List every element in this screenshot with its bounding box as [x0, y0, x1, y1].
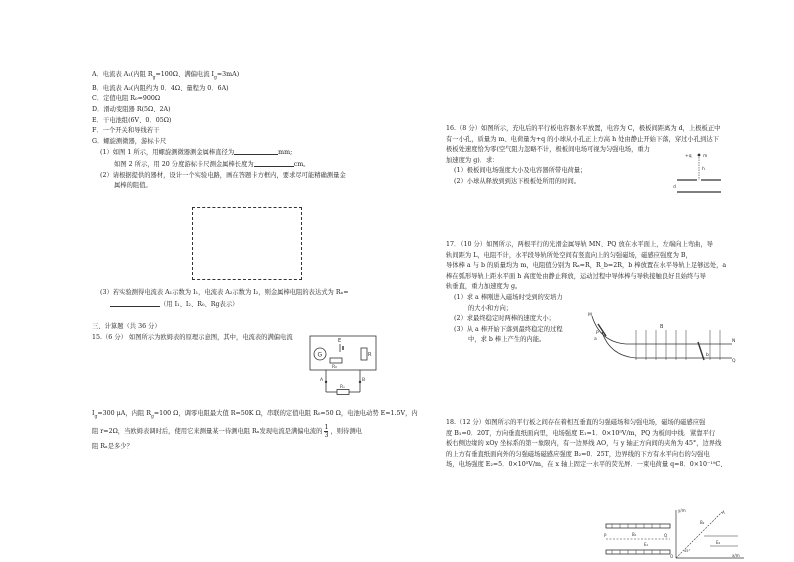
- question-15-line-d: 阻 r=2Ω，当欧姆表调时后，使用它来测量某一待测电阻 Rₓ发现电流是满偏电流的 $\frac{1}{3}$ ，则待测电: [92, 424, 362, 440]
- question-1-part-b: 如图 2 所示，用 20 分度游标卡尺测金属棒长度为 cm。: [114, 161, 310, 168]
- rod-b: [698, 342, 704, 360]
- field-b-label: B: [660, 324, 664, 330]
- answer-blank[interactable]: [110, 299, 160, 307]
- origin-label: O: [670, 554, 674, 559]
- resistor-label: R: [368, 352, 372, 358]
- rail-q-label: Q: [732, 359, 736, 364]
- fixed-resistor: [330, 358, 342, 363]
- question-18-line-c: 板右侧边缘的 xOy 坐标系的第一象限内，有一边界线 AO，与 y 轴正方向间的夹角为 45°，边界线: [446, 440, 722, 448]
- galvanometer-label: G: [317, 351, 323, 359]
- rail-m-label: M: [588, 313, 592, 318]
- field-e2-arrows: [704, 536, 738, 546]
- question-17-part-2: (2）求最终稳定时两棒的速度大小；: [454, 315, 555, 323]
- question-17-part-3a: (3）从 a 棒开始下落到最终稳定的过程: [454, 325, 563, 333]
- x-axis-label: x/m: [732, 553, 740, 558]
- equipment-a: A．电流表 A₁(内阻 $R_g=100\Omega$、满偏电流 $I_g=3mA$): [92, 71, 240, 81]
- answer-blank[interactable]: [234, 147, 278, 155]
- equipment-c: C．定值电阻 R₀=900Ω: [92, 95, 161, 103]
- field-diagram: [604, 506, 746, 560]
- capacitor-diagram: [673, 150, 723, 196]
- angle-label: 45°: [684, 549, 691, 553]
- question-15-line-c: $I_g=300$ μA，内阻 $R_g=100$ Ω，调零电阻最大值 R=50K Ω，串联的定值电阻 R₀=50 Ω，电池电动势 E=1.5V，内: [92, 410, 418, 420]
- unknown-resistor-label: Rₓ: [340, 385, 346, 390]
- question-16-part-1: (1）极板间电场强度大小及电容器所带电荷量；: [454, 167, 587, 175]
- question-2-line-b: 属棒的阻值。: [114, 182, 152, 190]
- question-18: [446, 418, 746, 471]
- rail-p-label: P: [596, 331, 599, 336]
- ohmmeter-diagram: [304, 334, 380, 398]
- distance-label: d: [673, 185, 676, 190]
- question-15-body: [92, 408, 418, 453]
- question-2-line-a: (2）请根据提供的器材，设计一个实验电路，画在答题卡方框内，要求尽可能精确测量金: [100, 171, 346, 179]
- equipment-b: B．电流表 A₂(内阻约为 0．4Ω、量程为 0．6A): [92, 84, 229, 92]
- boundary-ao: [676, 512, 722, 558]
- height-label: h: [702, 167, 705, 172]
- question-17-line-b: 轨间距为 L，电阻不计，水平段导轨所处空间有竖直向上的匀强磁场，磁感应强度为 B，: [446, 251, 692, 259]
- unknown-resistor: [337, 390, 349, 395]
- equipment-f: F．一个开关和导线若干: [92, 127, 160, 135]
- equipment-d: D．滑动变阻器 R(5Ω、2A): [92, 106, 171, 114]
- question-15-line-e: 阻 Rₓ是多少？: [92, 443, 133, 451]
- question-16-line-a: 16.（8 分）如图所示，充电后的平行板电容器水平放置，电容为 C，极板间距离为 d，上极板正中: [446, 125, 721, 132]
- rail-mn: [592, 316, 732, 344]
- question-18-line-d: 的上方有垂直纸面向外的匀强磁场磁感应强度 B₂=0．25T，边界线的下方有水平向右的匀强电: [446, 450, 710, 458]
- rail-n-label: N: [732, 339, 736, 344]
- ball-symbol: [698, 154, 701, 157]
- question-3-line-a: (3）若实验测得电流表 A₁示数为 I₁，电流表 A₂示数为 I₂，则金属棒电阻的表达式为 Rₓ=: [100, 289, 349, 296]
- rail-pq: [602, 332, 732, 358]
- section-heading: 三、计算题（共 36 分）: [92, 323, 161, 330]
- question-17-part-1b: 的大小和方向；: [468, 304, 513, 312]
- question-17-part-1a: (1）求 a 棒刚进入磁场时受到的安培力: [454, 293, 563, 301]
- question-17-part-3b: 中，求 b 棒上产生的内能。: [468, 336, 546, 344]
- e2-label: E₂: [716, 540, 721, 545]
- charge-label: +q: [685, 154, 692, 159]
- e1-label: E₁: [644, 542, 649, 547]
- question-15-line-a: 15.（6 分） 如图所示为欧姆表的原理示意图，其中，电流表的满偏电流: [92, 333, 293, 341]
- equipment-e: E．干电池组(6V、0．05Ω): [92, 116, 172, 124]
- left-column: [92, 70, 388, 192]
- question-17-line-c: 导体棒 a 与 b 的质量均为 m，电阻值分别为 Rₐ=R，R_b=2R，b 棒放置在水平导轨上足够远处，a: [446, 262, 727, 270]
- question-16-line-c: 极板处速度恰为零(空气阻力忽略不计，极板间电场可视为匀强电场，重力: [446, 146, 650, 154]
- battery-label: E: [338, 338, 342, 344]
- b1-label: B₁: [632, 532, 637, 537]
- question-1-part-a: (1）如图 1 所示，用螺旋测微器测金属棒直径为 mm;: [100, 149, 293, 157]
- mass-label: m: [703, 154, 708, 159]
- question-17-line-d: 棒在弧形导轨上距水平面 h 高度处由静止释放，运动过程中导体棒与导轨接触良好且始终与导: [446, 272, 706, 280]
- point-q-label: Q: [664, 533, 668, 538]
- answer-drawing-box[interactable]: [192, 207, 302, 280]
- b2-label: B₂: [700, 520, 705, 525]
- question-18-line-e: 场，电场强度 E₂=5．0×10⁵V/m，在 x 轴上固定一水平的荧光屏．一束电荷量 q=8．0×10⁻¹⁹C、: [446, 461, 727, 469]
- question-17-line-e: 轨垂直，重力加速度为 g。: [446, 283, 522, 291]
- rail-diagram: [586, 310, 736, 364]
- question-18-line-b: 度 B₁=0．20T，方向垂直纸面向里，电场强度 E₁=1．0×10⁵V/m，PQ 为板间中线．紧靠平行: [446, 429, 716, 437]
- variable-resistor: [361, 348, 367, 360]
- question-16-line-b: 有一小孔，质量为 m、电荷量为+q 的小球从小孔正上方高 h 处由静止开始下落，穿过小孔到达下: [446, 135, 719, 143]
- terminal-b-label: B: [362, 378, 366, 383]
- question-16-part-2: (2）小球从释放到到达下极板处所用的时间。: [454, 177, 581, 185]
- point-a-label: A: [722, 510, 725, 515]
- rod-a-label: a: [594, 337, 597, 342]
- question-3: [100, 288, 392, 310]
- y-axis-label: y/m: [678, 508, 686, 513]
- upper-plate: [606, 524, 670, 528]
- lower-plate: [606, 550, 670, 554]
- terminal-a-label: A: [320, 378, 324, 383]
- equipment-g: G．螺旋测微器，游标卡尺: [92, 137, 167, 145]
- fraction-one-third: $\frac{1}{3}$: [324, 424, 329, 440]
- rod-b-label: b: [706, 353, 709, 358]
- question-18-line-a: 18.（12 分）如图所示的平行板之间存在着相互垂直的匀强磁场和匀强电场，磁场的磁感应强: [446, 419, 706, 426]
- question-3-line-b: （用 I₁、I₂、R₀、Rg表示）: [100, 299, 392, 311]
- question-16-line-d: 加速度为 g)．求：: [446, 156, 499, 164]
- answer-blank[interactable]: [254, 159, 294, 167]
- point-p-label: P: [604, 533, 607, 538]
- question-17-line-a: 17．（10 分）如图所示，两根平行的光滑金属导轨 MN、PQ 放在水平面上，左端向上弯曲，导: [446, 241, 713, 248]
- fixed-resistor-label: R₀: [332, 365, 337, 370]
